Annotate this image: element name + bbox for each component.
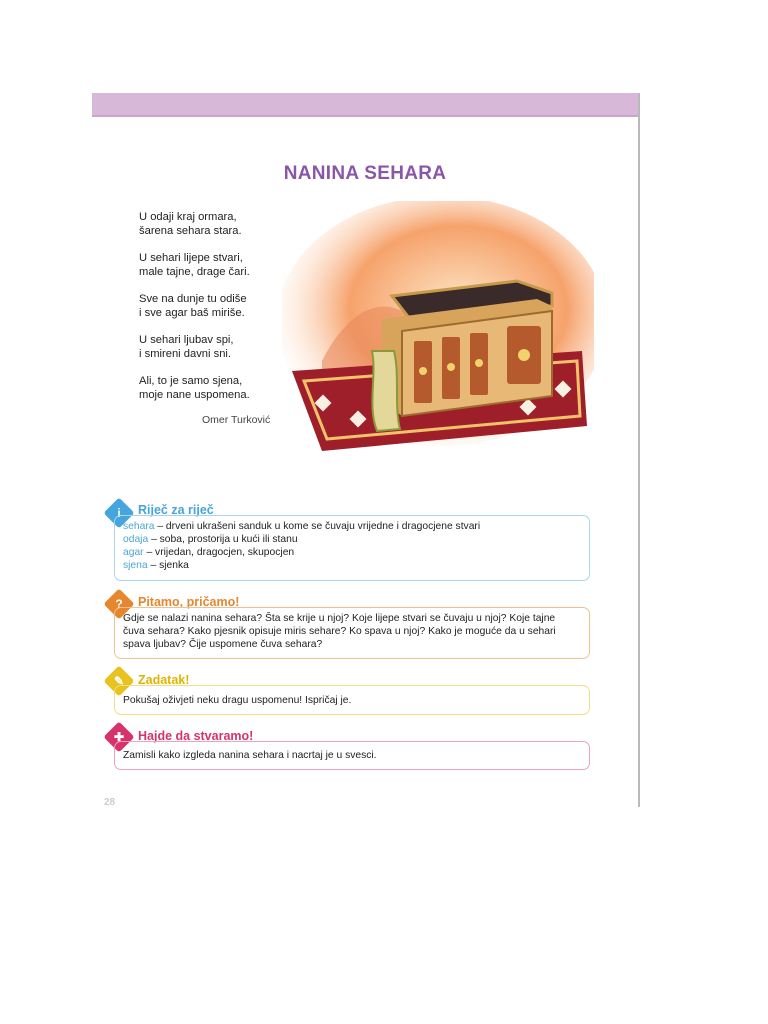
poem-line: Ali, to je samo sjena, <box>139 375 243 387</box>
page-number: 28 <box>104 797 116 808</box>
glossary-item <box>123 520 581 533</box>
task-box <box>114 685 590 715</box>
question-icon: ? <box>103 588 134 619</box>
task-text: Pokušaj oživjeti neku dragu uspomenu! Ispričaj je. <box>123 695 352 706</box>
info-icon: i <box>103 497 134 528</box>
glossary-definition: – soba, prostorija u kući ili stanu <box>148 534 298 545</box>
poem-line: i sve agar baš miriše. <box>139 307 245 319</box>
section-title-rijec: Riječ za riječ <box>138 503 214 517</box>
craft-icon: ✚ <box>103 721 134 752</box>
poem-line: male tajne, drage čari. <box>139 266 250 278</box>
poem-author: Omer Turković <box>202 414 271 426</box>
section-title-pitamo: Pitamo, pričamo! <box>138 595 240 609</box>
poem-line: U sehari ljubav spi, <box>139 334 234 346</box>
section-title-zadatak: Zadatak! <box>138 673 190 687</box>
glossary-term: sjena <box>123 560 148 571</box>
glossary-definition: – vrijedan, dragocjen, skupocjen <box>143 547 295 558</box>
poem-line: U sehari lijepe stvari, <box>139 252 243 264</box>
glossary-definition: – drveni ukrašeni sanduk u kome se čuvaju vrijedne i dragocjene stvari <box>154 521 481 532</box>
glossary-term: odaja <box>123 534 149 545</box>
poem-line: moje nane uspomena. <box>139 389 250 401</box>
chest-illustration <box>282 201 594 466</box>
create-text: Zamisli kako izgleda nanina sehara i nacrtaj je u svesci. <box>123 750 377 761</box>
questions-box <box>114 607 590 659</box>
glossary-item <box>123 546 581 559</box>
glossary-item <box>123 533 581 546</box>
glossary-definition: – sjenka <box>147 560 189 571</box>
glossary-item <box>123 559 581 572</box>
scarf <box>372 351 400 431</box>
section-title-hajde: Hajde da stvaramo! <box>138 729 254 743</box>
header-band <box>92 93 638 117</box>
poem-line: U odaji kraj ormara, <box>139 211 237 223</box>
pencil-icon: ✎ <box>103 665 134 696</box>
poem-line: šarena sehara stara. <box>139 225 242 237</box>
book-page <box>92 93 640 807</box>
question-line: Gdje se nalazi nanina sehara? Šta se krije u njoj? Koje lijepe stvari se čuvaju u njoj? Koje tajne <box>123 613 556 624</box>
poem-line: i smireni davni sni. <box>139 348 232 360</box>
glossary-box <box>114 515 590 581</box>
question-line: spava ljubav? Čije uspomene čuva sehara? <box>123 639 323 650</box>
create-box <box>114 741 590 770</box>
poem-line: Sve na dunje tu odiše <box>139 293 247 305</box>
question-line: čuva sehara? Kako pjesnik opisuje miris sehare? Ko spava u njoj? Kako je moguće da u sehari <box>123 626 556 637</box>
glossary-term: sehara <box>123 521 155 532</box>
glossary-term: agar <box>123 547 144 558</box>
page-title: NANINA SEHARA <box>283 163 447 184</box>
